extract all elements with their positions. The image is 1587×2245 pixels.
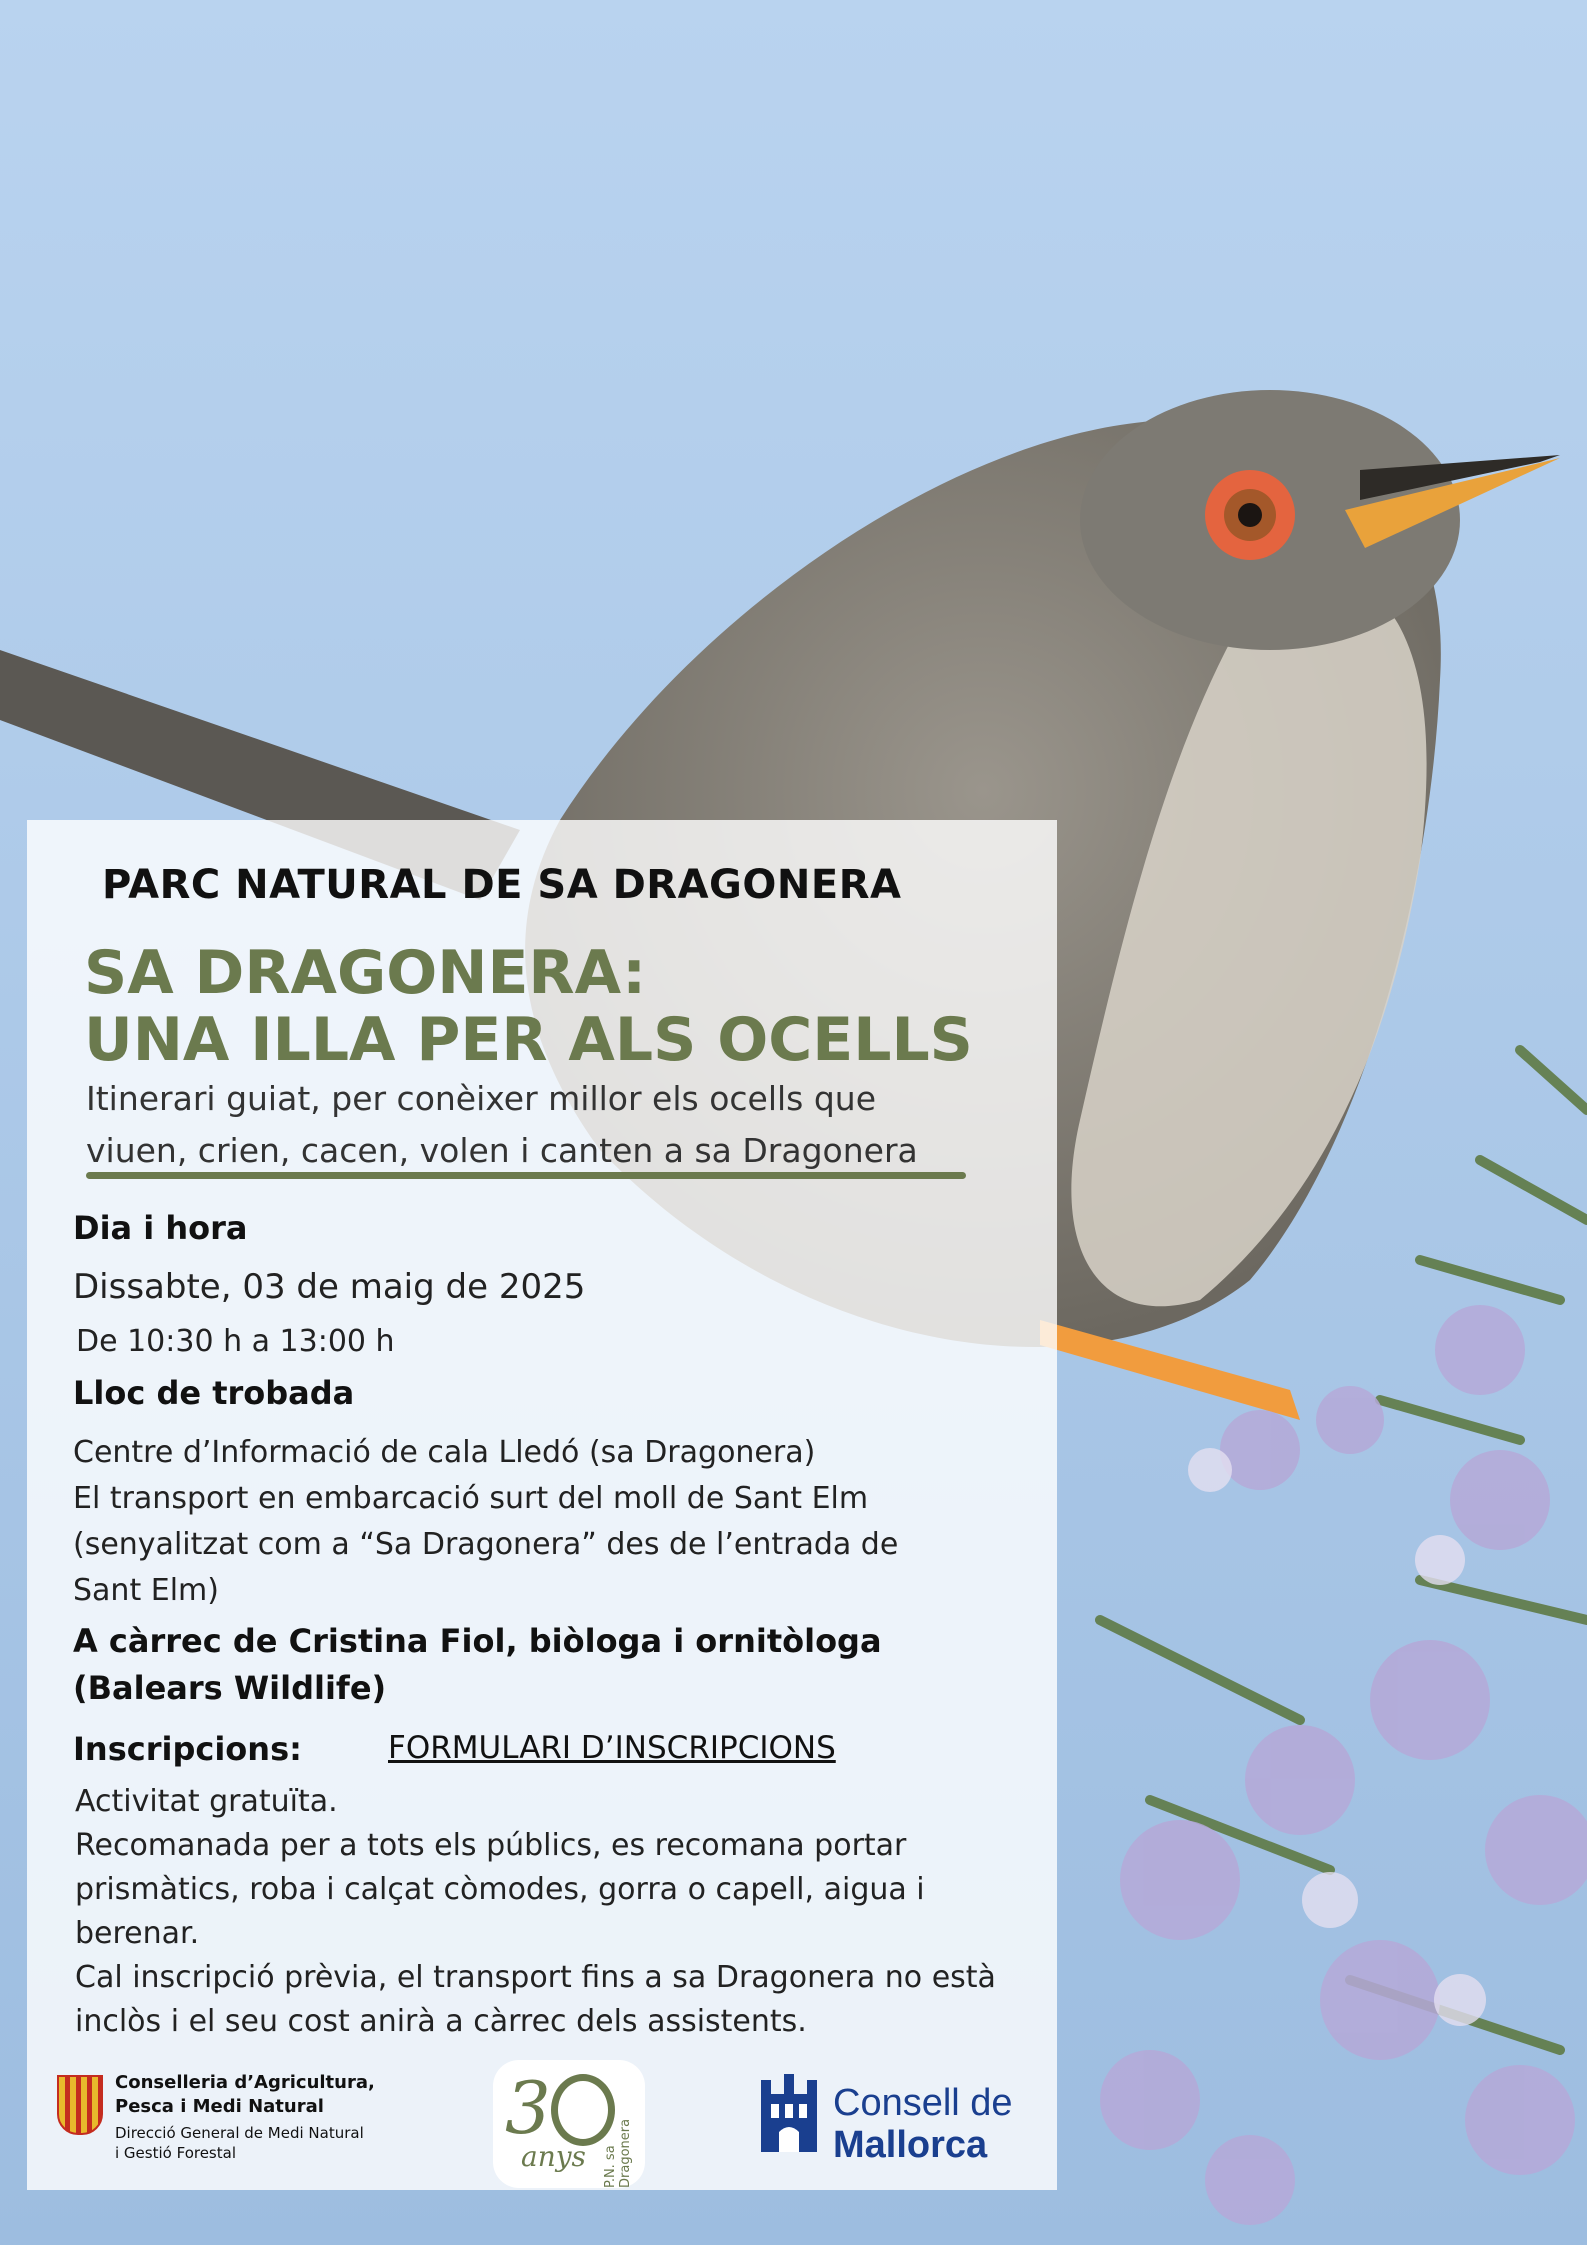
notes [75,1780,1035,2044]
registration-heading: Inscripcions: [73,1730,302,1768]
place-line: Sant Elm) [73,1573,219,1608]
place-line: Centre d’Informació de cala Lledó (sa Dragonera) [73,1435,816,1470]
event-title-line1: SA DRAGONERA: [84,938,647,1008]
place-line: El transport en embarcació surt del moll de Sant Elm [73,1481,869,1516]
anniversary-word: anys [521,2140,586,2173]
castle-icon [757,2074,821,2156]
guide-line1: A càrrec de Cristina Fiol, biòloga i ornitòloga [73,1622,882,1660]
note-line: Recomanada per a tots els públics, es recomana portar [75,1828,907,1863]
time-value: De 10:30 h a 13:00 h [76,1324,395,1359]
guide-line2: (Balears Wildlife) [73,1669,387,1707]
govern-line4: i Gestió Forestal [115,2144,236,2162]
event-subtitle [86,1073,1046,1177]
note-line: Activitat gratuïta. [75,1784,338,1819]
date-heading: Dia i hora [73,1209,248,1247]
consell-line2: Mallorca [833,2124,988,2166]
divider-rule [86,1172,966,1179]
registration-form-link[interactable]: FORMULARI D’INSCRIPCIONS [388,1730,836,1766]
note-line: Cal inscripció prèvia, el transport fins a sa Dragonera no està [75,1960,996,1995]
park-name: PARC NATURAL DE SA DRAGONERA [102,862,902,908]
subtitle-line: viuen, crien, cacen, volen i canten a sa Dragonera [86,1131,918,1170]
date-value: Dissabte, 03 de maig de 2025 [73,1267,586,1307]
anniversary-digit-3: 3 [505,2066,551,2150]
govern-line2: Pesca i Medi Natural [115,2096,324,2117]
anniversary-park-label: P.N. sa Dragonera [603,2118,633,2188]
govern-line1: Conselleria d’Agricultura, [115,2072,375,2093]
consell-line1: Consell de [833,2082,1013,2124]
anniversary-30-logo [493,2060,645,2188]
place-heading: Lloc de trobada [73,1374,355,1412]
note-line: berenar. [75,1916,200,1951]
event-title-line2: UNA ILLA PER ALS OCELLS [84,1005,973,1075]
note-line: inclòs i el seu cost anirà a càrrec dels assistents. [75,2004,807,2039]
balearic-shield-icon [57,2075,103,2135]
place-description [73,1430,1033,1614]
note-line: prismàtics, roba i calçat còmodes, gorra o capell, aigua i [75,1872,925,1907]
place-line: (senyalitzat com a “Sa Dragonera” des de l’entrada de [73,1527,899,1562]
subtitle-line: Itinerari guiat, per conèixer millor els ocells que [86,1079,877,1118]
govern-line3: Direcció General de Medi Natural [115,2124,364,2142]
